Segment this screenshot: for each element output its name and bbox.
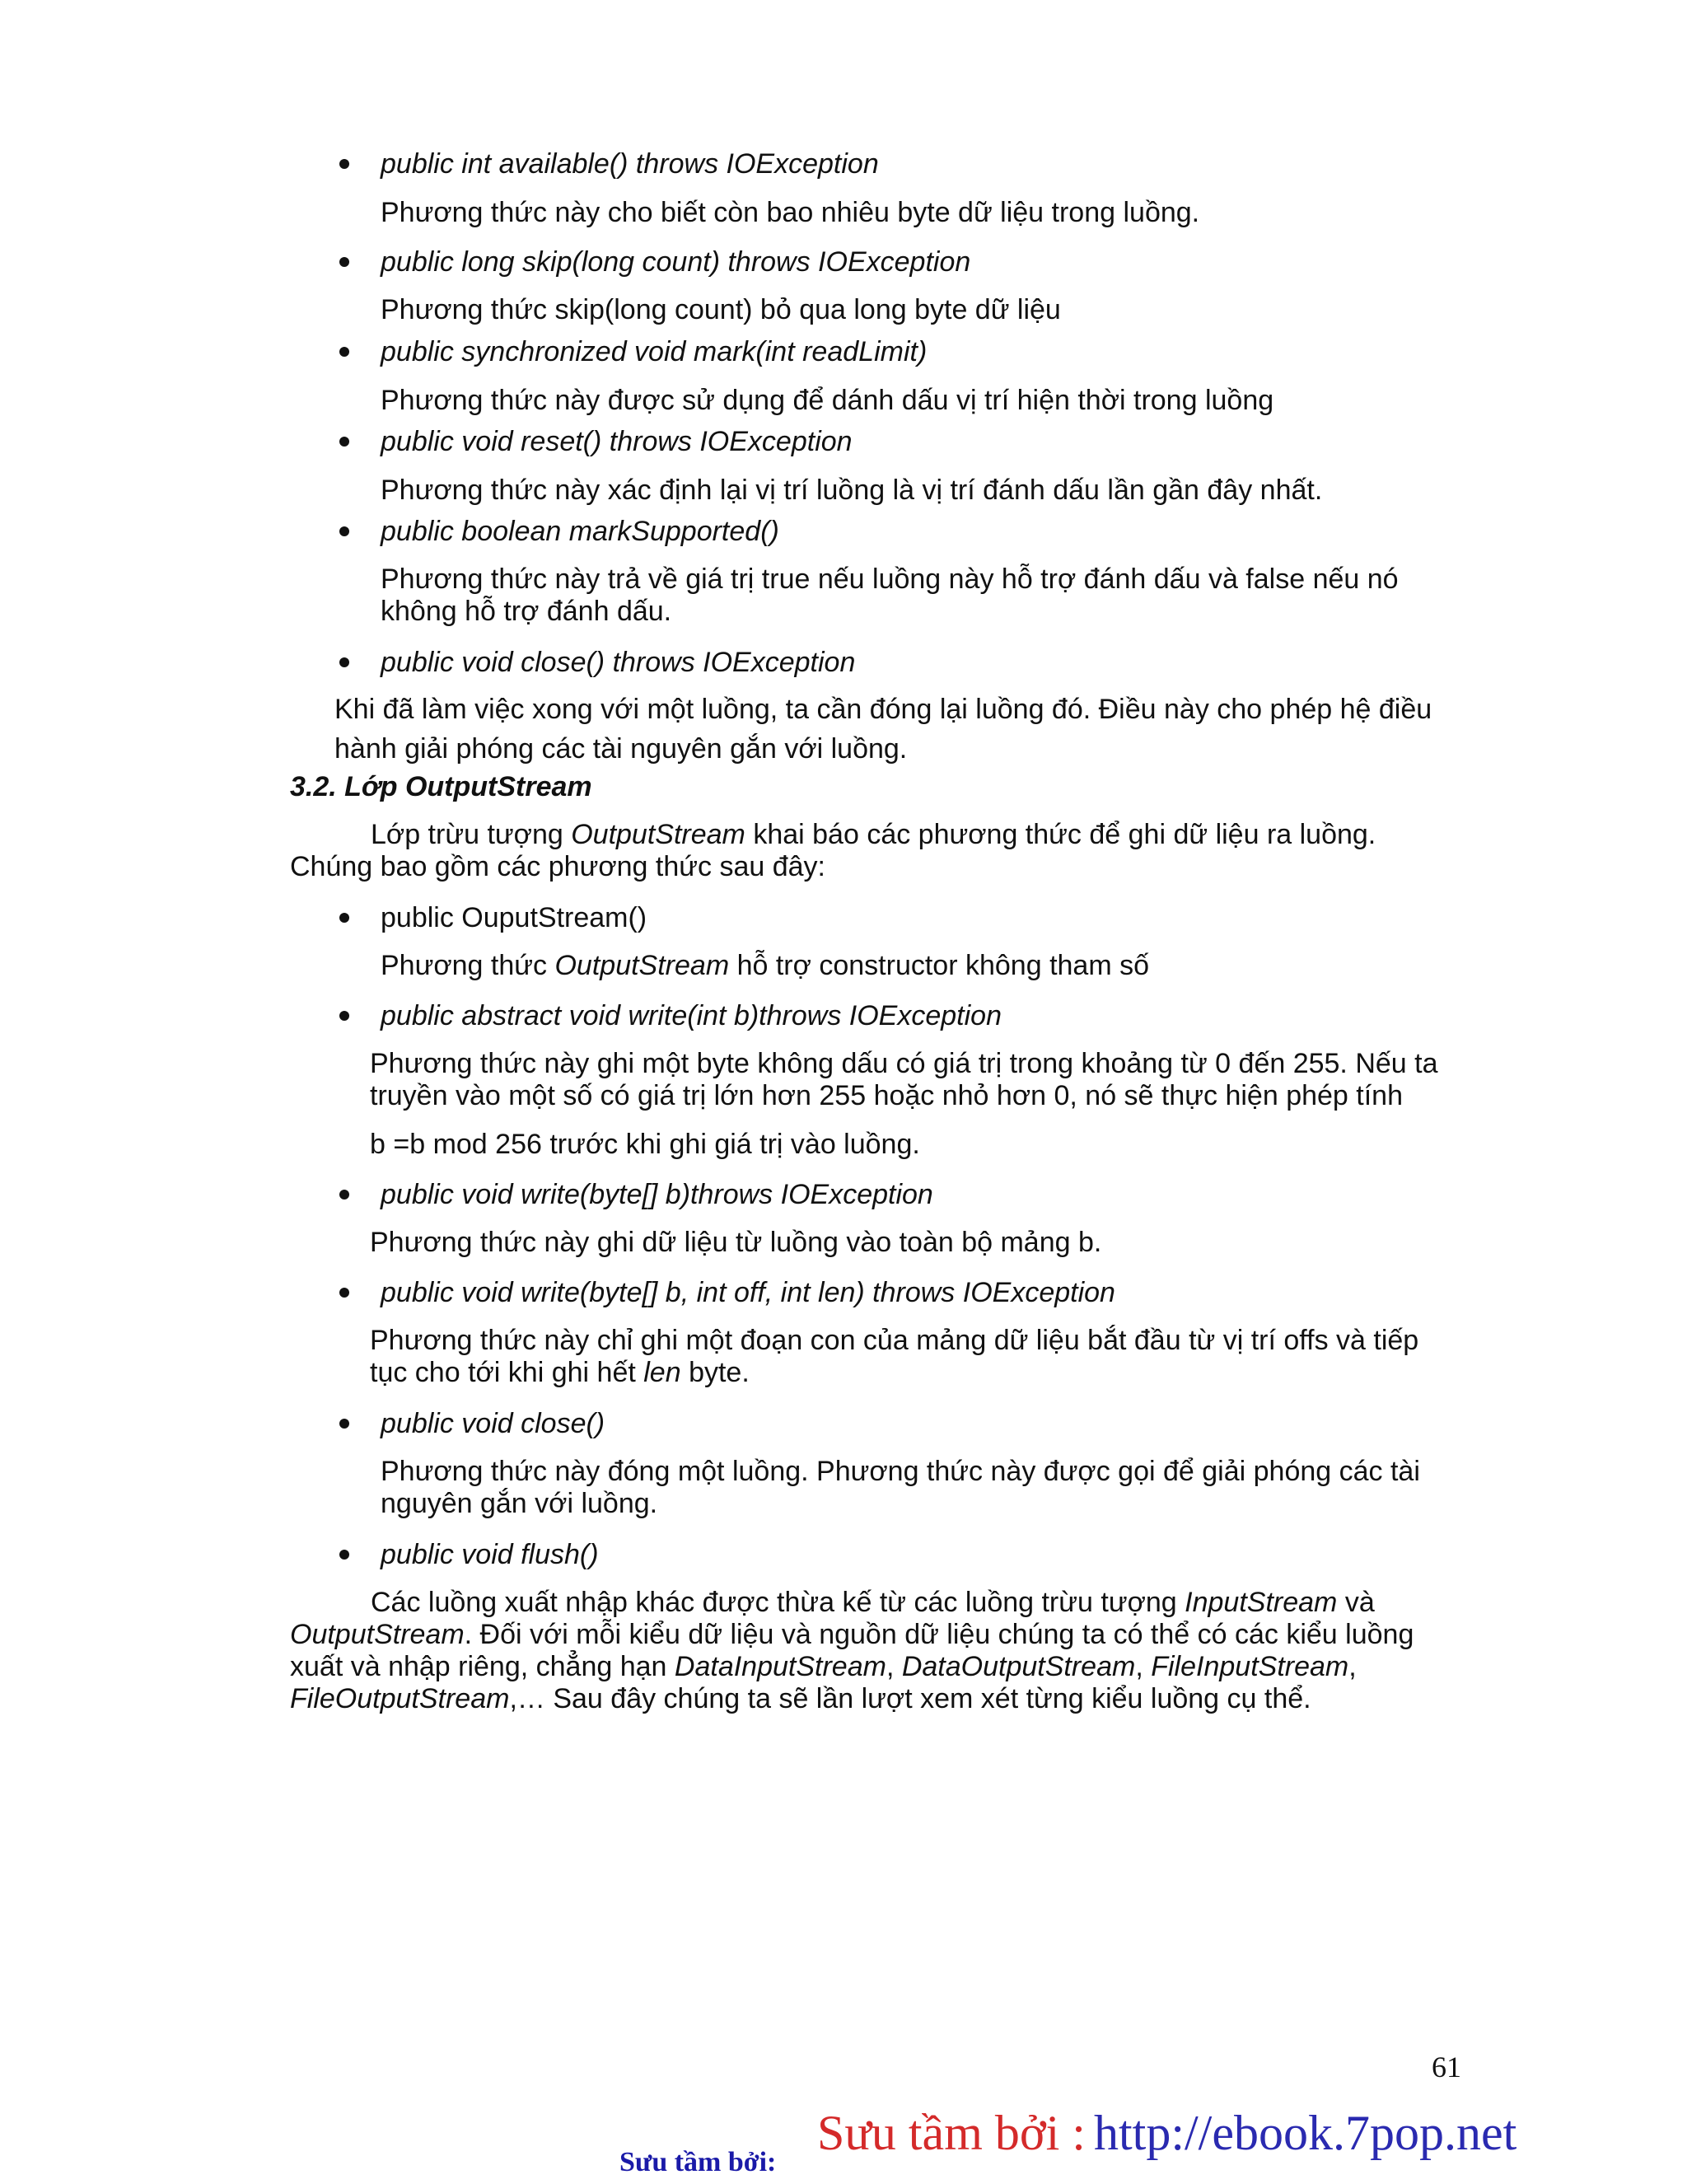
method-description: tục cho tới khi ghi hết len byte. bbox=[370, 1357, 750, 1388]
bullet bbox=[339, 1011, 349, 1021]
method-description: Phương thức OutputStream hỗ trợ constructor không tham số bbox=[381, 950, 1150, 981]
paragraph-line: Lớp trừu tượng OutputStream khai báo các phương thức để ghi dữ liệu ra luồng. bbox=[371, 819, 1376, 850]
method-signature: public void write(byte[] b)throws IOException bbox=[381, 1179, 933, 1210]
bullet bbox=[339, 1419, 349, 1429]
bullet bbox=[339, 347, 349, 357]
bullet bbox=[339, 913, 349, 923]
bullet bbox=[339, 1550, 349, 1560]
method-description: Phương thức này trả về giá trị true nếu luồng này hỗ trợ đánh dấu và false nếu nó bbox=[381, 564, 1399, 595]
paragraph-line: OutputStream. Đối với mỗi kiểu dữ liệu và nguồn dữ liệu chúng ta có thể có các kiểu luồng bbox=[290, 1619, 1414, 1650]
method-description: Phương thức này chỉ ghi một đoạn con của mảng dữ liệu bắt đầu từ vị trí offs và tiếp bbox=[370, 1325, 1419, 1356]
method-description: truyền vào một số có giá trị lớn hơn 255 hoặc nhỏ hơn 0, nó sẽ thực hiện phép tính bbox=[370, 1080, 1403, 1111]
method-description: Phương thức này cho biết còn bao nhiêu byte dữ liệu trong luồng. bbox=[381, 197, 1200, 228]
method-signature: public synchronized void mark(int readLimit) bbox=[381, 336, 928, 367]
method-description: Phương thức này đóng một luồng. Phương thức này được gọi để giải phóng các tài bbox=[381, 1456, 1420, 1487]
paragraph-line: Khi đã làm việc xong với một luồng, ta cần đóng lại luồng đó. Điều này cho phép hệ điều bbox=[334, 694, 1432, 725]
paragraph-line: xuất và nhập riêng, chẳng hạn DataInputStream, DataOutputStream, FileInputStream, bbox=[290, 1651, 1357, 1682]
method-signature: public boolean markSupported() bbox=[381, 516, 779, 547]
bullet bbox=[339, 657, 349, 667]
bullet bbox=[339, 159, 349, 169]
paragraph-line: FileOutputStream,… Sau đây chúng ta sẽ lần lượt xem xét từng kiểu luồng cụ thể. bbox=[290, 1683, 1311, 1714]
method-signature: public int available() throws IOException bbox=[381, 148, 879, 180]
method-description: b =b mod 256 trước khi ghi giá trị vào luồng. bbox=[370, 1129, 920, 1160]
bullet bbox=[339, 526, 349, 536]
method-description: nguyên gắn với luồng. bbox=[381, 1488, 658, 1519]
method-signature: public void write(byte[] b, int off, int len) throws IOException bbox=[381, 1277, 1115, 1308]
bullet bbox=[339, 437, 349, 447]
method-description: không hỗ trợ đánh dấu. bbox=[381, 596, 672, 627]
method-signature: public OuputStream() bbox=[381, 902, 647, 933]
method-description: Phương thức này ghi dữ liệu từ luồng vào toàn bộ mảng b. bbox=[370, 1227, 1102, 1258]
method-description: Phương thức skip(long count) bỏ qua long byte dữ liệu bbox=[381, 294, 1061, 325]
method-description: Phương thức này xác định lại vị trí luồng là vị trí đánh dấu lần gần đây nhất. bbox=[381, 475, 1323, 506]
method-description: Phương thức này được sử dụng để dánh dấu vị trí hiện thời trong luồng bbox=[381, 385, 1274, 416]
method-signature: public void close() throws IOException bbox=[381, 647, 856, 678]
paragraph-line: hành giải phóng các tài nguyên gắn với luồng. bbox=[334, 733, 908, 765]
watermark-label: Sưu tầm bởi : bbox=[817, 2106, 1086, 2160]
method-signature: public abstract void write(int b)throws IOException bbox=[381, 1000, 1002, 1031]
bullet bbox=[339, 1288, 349, 1298]
paragraph-line: Chúng bao gồm các phương thức sau đây: bbox=[290, 851, 825, 882]
paragraph-line: Các luồng xuất nhập khác được thừa kế từ các luồng trừu tượng InputStream và bbox=[371, 1587, 1375, 1618]
watermark-url: http://ebook.7pop.net bbox=[1094, 2106, 1517, 2160]
page-number: 61 bbox=[1432, 2051, 1461, 2083]
method-signature: public void close() bbox=[381, 1408, 605, 1439]
method-signature: public void flush() bbox=[381, 1539, 599, 1570]
bullet bbox=[339, 257, 349, 267]
method-signature: public void reset() throws IOException bbox=[381, 426, 853, 457]
method-description: Phương thức này ghi một byte không dấu có giá trị trong khoảng từ 0 đến 255. Nếu ta bbox=[370, 1048, 1438, 1079]
bullet bbox=[339, 1190, 349, 1200]
credit-label: Sưu tầm bởi: bbox=[619, 2147, 777, 2177]
method-signature: public long skip(long count) throws IOException bbox=[381, 246, 971, 278]
section-heading: 3.2. Lớp OutputStream bbox=[290, 771, 592, 802]
